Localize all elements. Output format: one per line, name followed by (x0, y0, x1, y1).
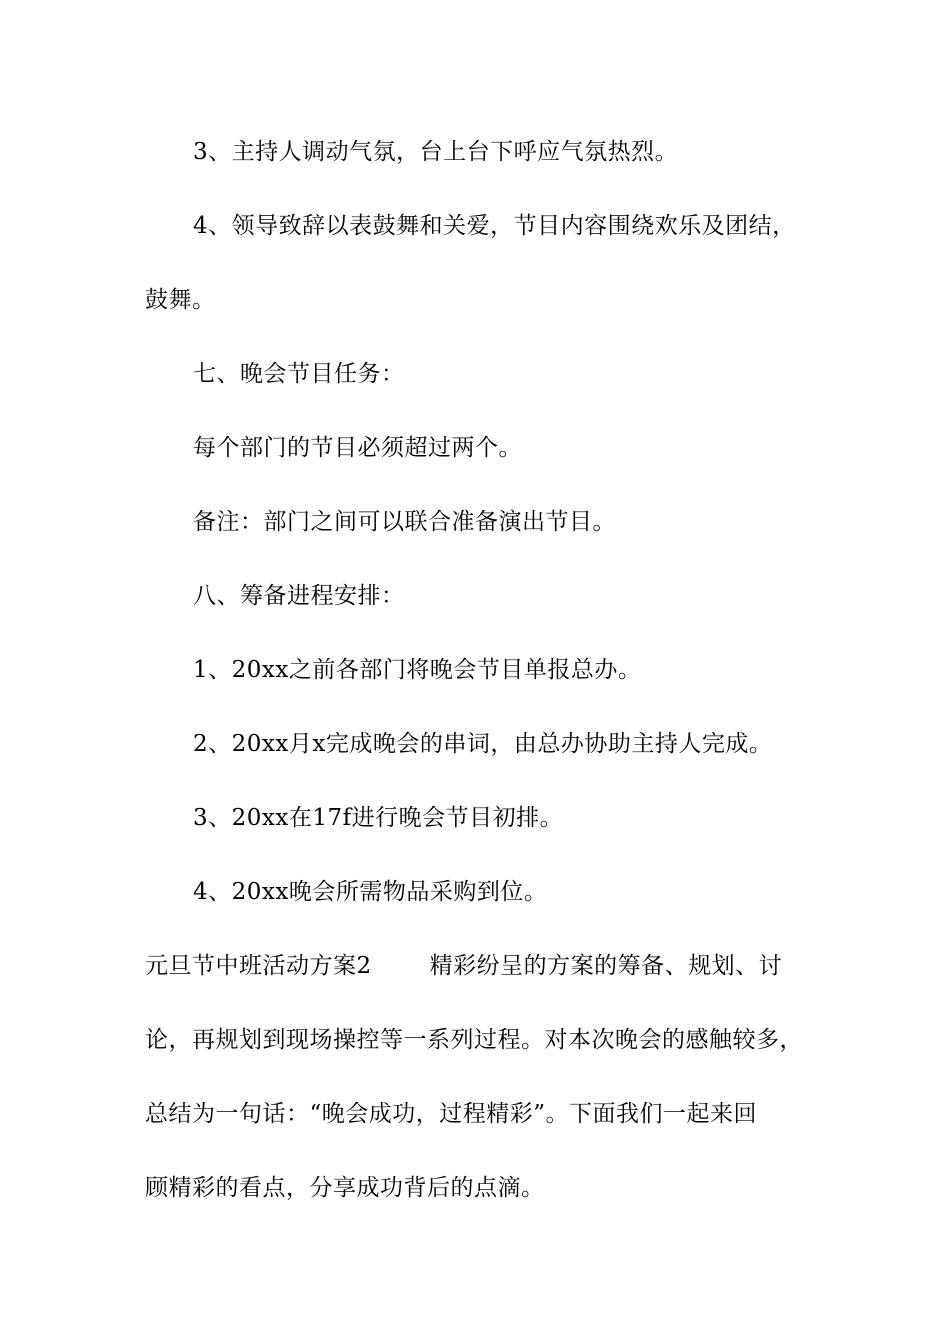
paragraph-line: 4、领导致辞以表鼓舞和关爱，节目内容围绕欢乐及团结， (193, 213, 796, 239)
paragraph-line: 精彩纷呈的方案的筹备、规划、讨 (429, 953, 783, 979)
paragraph-line: 鼓舞。 (145, 287, 216, 313)
section-heading: 七、晚会节目任务： (193, 361, 405, 387)
section-title: 元旦节中班活动方案2 (145, 953, 372, 979)
list-item: 2、20xx月x完成晚会的串词，由总办协助主持人完成。 (193, 731, 773, 757)
section-heading: 八、筹备进程安排： (193, 583, 405, 609)
paragraph-line: 3、主持人调动气氛，台上台下呼应气氛热烈。 (193, 139, 679, 165)
list-item: 1、20xx之前各部门将晚会节目单报总办。 (193, 657, 642, 683)
paragraph-line: 每个部门的节目必须超过两个。 (193, 435, 522, 461)
paragraph-line: 总结为一句话：“晚会成功，过程精彩”。下面我们一起来回 (145, 1101, 758, 1127)
paragraph-line: 顾精彩的看点，分享成功背后的点滴。 (145, 1175, 545, 1201)
paragraph-line: 论，再规划到现场操控等一系列过程。对本次晚会的感触较多， (145, 1027, 803, 1053)
list-item: 3、20xx在17f进行晚会节目初排。 (193, 805, 564, 831)
paragraph-line: 备注：部门之间可以联合准备演出节目。 (193, 509, 616, 535)
list-item: 4、20xx晚会所需物品采购到位。 (193, 879, 548, 905)
section-title-line (145, 951, 782, 981)
